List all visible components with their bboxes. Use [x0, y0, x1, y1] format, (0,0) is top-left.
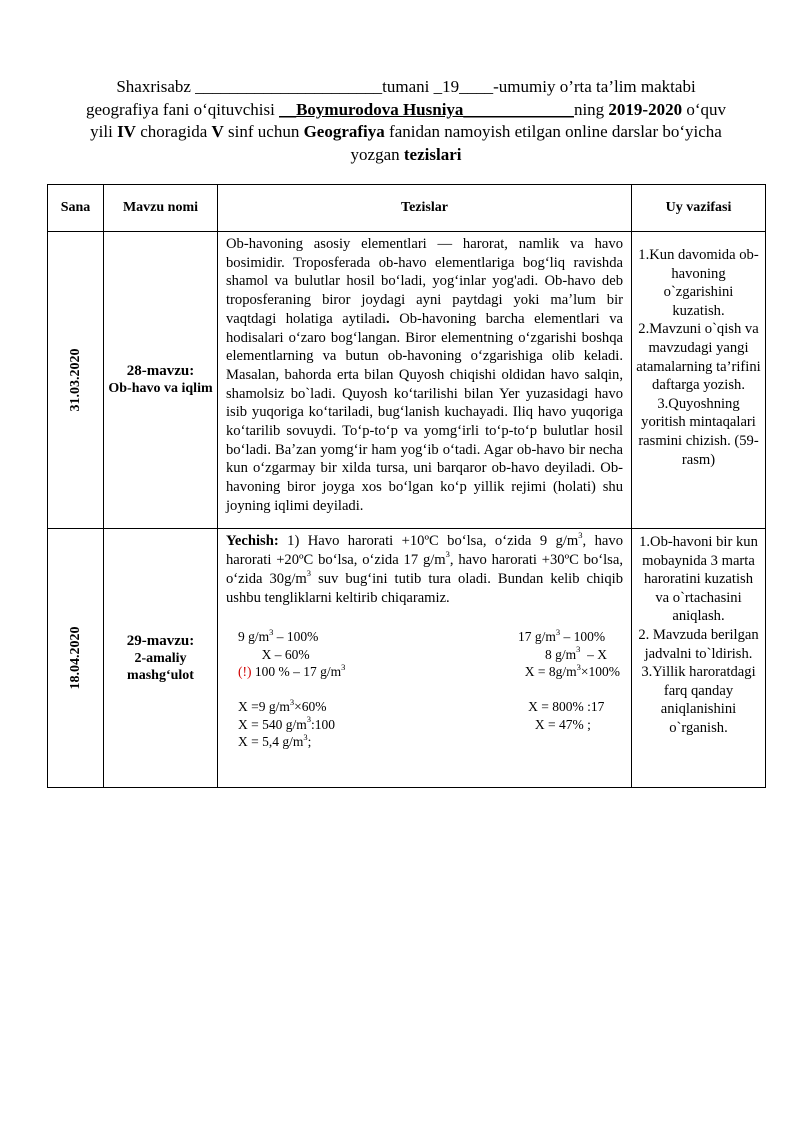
- theses-period: .: [386, 310, 390, 327]
- topic-name: Ob-havo va iqlim: [108, 381, 213, 396]
- heading-text: oʻquv: [682, 99, 727, 119]
- heading-text: yili: [90, 122, 118, 141]
- calc-spacer: [238, 681, 345, 699]
- district-blank: ______________________: [195, 77, 383, 96]
- calc-line: X = 540 $g/m^3:100$: [238, 714, 336, 732]
- heading-text: Shaxrisabz: [116, 77, 196, 96]
- homework-cell: [632, 529, 766, 788]
- homework-item: 3.Yillik haroratdagi farq qanday aniqlanishini o`rganish.: [641, 664, 756, 736]
- teacher-name: __Boymurodova Husniya_____________: [279, 99, 574, 119]
- date-cell: [48, 529, 104, 788]
- document-heading: [48, 76, 764, 166]
- subject: Geografiya: [303, 122, 385, 141]
- header-topic: Mavzu nomi: [104, 185, 218, 232]
- theses-part: Ob-havoning asosiy elementlari — harorat, namlik va havo bosimidir. Troposferada ob-havo elementlariga bogʻliq ravishda shamol va bulutlar hosil boʻladi, yogʻinlar yog'adi. Ob-havo deb troposferaning biror joydagi ayni paytdagi yoki maʼlum bir vaqtdagi holatiga aytiladi: [226, 236, 623, 327]
- homework-list: [632, 529, 765, 738]
- theses-cell: [218, 232, 632, 529]
- calc-line: X = 800% :17: [518, 699, 605, 714]
- quarter: IV: [117, 122, 136, 141]
- heading-text: geografiya fani oʻqituvchisi: [85, 99, 280, 119]
- header-date: Sana: [48, 185, 104, 232]
- lessons-table: [47, 184, 766, 788]
- heading-text: sinf uchun: [223, 122, 304, 141]
- date-cell: [48, 232, 104, 529]
- calculation-left: [238, 628, 345, 751]
- homework-item: 2. Mavzuda berilgan jadvalni to`ldirish.: [638, 626, 759, 662]
- calc-text: 100 % – 17 $g/m^3$: [251, 661, 346, 679]
- theses-text: [218, 232, 631, 528]
- homework-item: 1.Kun davomida ob-havoning o`zgarishini kuzatish.: [638, 247, 759, 319]
- homework-list: [632, 232, 765, 469]
- document-type: tezislari: [403, 144, 462, 164]
- lesson-date: 31.03.2020: [67, 348, 83, 412]
- calc-line: X = 5,4 $g/m^3$;: [238, 731, 312, 749]
- table-row: [48, 529, 766, 788]
- homework-cell: [632, 232, 766, 529]
- topic-number: 28-mavzu:: [126, 363, 195, 379]
- calc-line: 9 $g/m^3 - 100\%$: [238, 626, 319, 644]
- header-homework: Uy vazifasi: [632, 185, 766, 232]
- calc-line: X =9 $g/m^3\times 60\%$: [238, 696, 327, 714]
- homework-item: 3.Quyoshning yoritish mintaqalari rasmini chizish. (59-rasm): [638, 395, 759, 468]
- heading-text: tumani _19____-umumiy o’rta ta’lim maktabi: [382, 77, 696, 96]
- grade: V: [211, 122, 224, 141]
- calc-line: X – 60%: [238, 646, 310, 662]
- calc-line: $X = 8g/m^3\times 100\%$: [518, 661, 620, 679]
- heading-text: yozgan: [350, 144, 404, 164]
- header-theses: Tezislar: [218, 185, 632, 232]
- school-year: 2019-2020: [608, 99, 683, 119]
- calculation-area: [226, 628, 623, 768]
- calc-line: [238, 663, 345, 681]
- heading-text: ning: [573, 99, 609, 119]
- homework-item: 1.Ob-havoni bir kun mobaynida 3 marta haroratini kuzatish va o`rtachasini aniqlash.: [639, 534, 758, 625]
- table-row: [48, 232, 766, 529]
- topic-cell: [104, 529, 218, 788]
- theses-part: Ob-havoning barcha elementlari va hodisalari oʻzaro bogʻlangan. Biror elementning oʻzgarishi boshqa elementlarning va butun ob-havoning oʻzgarishiga olib keladi. Masalan, bahorda erta bilan Quyosh chiqishi oldidan havo salqin, shamolsiz bo`ladi. Quyosh koʻtarilishi bilan Yer yuzasidagi havo isib yuqoriga koʻtariladi, bugʻlanish kuchayadi. Iliq havo yuqoriga koʻtarilib sovuydi. Toʻp-toʻp va yomgʻirli toʻp-toʻp bulutlar hosil boʻladi. Baʼzan yomgʻir ham yogʻib oʻtadi. Agar ob-havo bir necha kun oʻzgarmay bir xilda tursa, uni barqaror ob-havo deyiladi. Ob-havoning biror joyga xos boʻlgan koʻp yillik rejimi (holati) shu joyning iqlimi deyiladi.: [226, 310, 623, 514]
- table-header-row: [48, 185, 766, 232]
- solution-block: [218, 529, 631, 787]
- solution-label: Yechish:: [226, 533, 279, 549]
- calculation-right: [518, 628, 620, 733]
- topic-cell: [104, 232, 218, 529]
- homework-item: 2.Mavzuni o`qish va mavzudagi yangi atamalarning ta’rifini daftarga yozish.: [636, 321, 761, 394]
- solution-text: 1) Havo harorati +10ºC boʻlsa, oʻzida 9 $g/m^3$, havo harorati +20ºC boʻlsa, oʻzida 17 $g/m^3$, havo harorati +30ºC boʻlsa, oʻzida $30g/m^3$ suv bugʻini tutib tura oladi. Bundan kelib chiqib ushbu tengliklarni keltirib chiqaramiz.: [226, 530, 623, 606]
- solution-paragraph: [226, 532, 623, 608]
- attention-mark: (!): [238, 664, 252, 679]
- topic-number: 29-mavzu:: [126, 632, 195, 649]
- heading-text: choragida: [135, 122, 212, 141]
- theses-cell: [218, 529, 632, 788]
- calc-line: 8 $g/m^3$ – X: [518, 644, 608, 662]
- lesson-date: 18.04.2020: [67, 626, 83, 690]
- calc-line: X = 47% ;: [518, 716, 591, 732]
- heading-text: fanidan namoyish etilgan online darslar boʻyicha: [384, 122, 722, 141]
- calc-line: 17 $g/m^3 - 100\%$: [518, 626, 606, 644]
- calc-spacer: [518, 681, 620, 699]
- topic-name: 2-amaliy mashgʻulot: [127, 650, 194, 683]
